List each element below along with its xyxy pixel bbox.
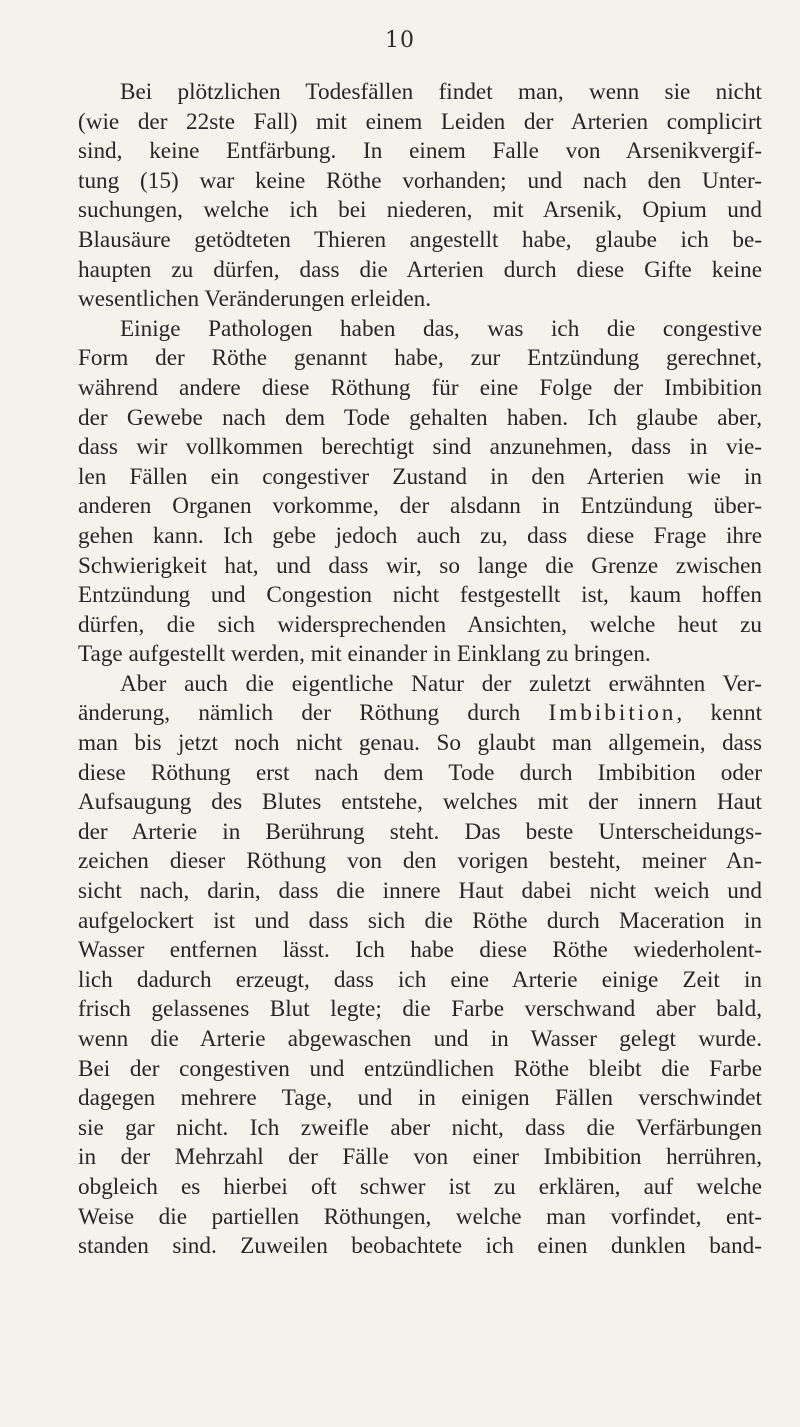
text-line: Form der Röthe genannt habe, zur Entzündung gerechnet, <box>78 345 762 372</box>
text-line: dass wir vollkommen berechtigt sind anzunehmen, dass in vie- <box>78 434 762 461</box>
text-line: lich dadurch erzeugt, dass ich eine Arterie einige Zeit in <box>78 966 762 993</box>
text-line: len Fällen ein congestiver Zustand in den Arterien wie in <box>78 463 762 490</box>
text-line: suchungen, welche ich bei niederen, mit Arsenik, Opium und <box>78 197 762 224</box>
text-line: aufgelockert ist und dass sich die Röthe durch Maceration in <box>78 907 762 934</box>
text-line: Wasser entfernen lässt. Ich habe diese Röthe wiederholent- <box>78 937 762 964</box>
text-line: Einige Pathologen haben das, was ich die congestive <box>120 315 762 342</box>
text-line: frisch gelassenes Blut legte; die Farbe verschwand aber bald, <box>78 996 762 1023</box>
text-line: Aufsaugung des Blutes entstehe, welches mit der innern Haut <box>78 789 762 816</box>
text-line: sie gar nicht. Ich zweifle aber nicht, dass die Verfärbungen <box>78 1114 762 1141</box>
text-line: (wie der 22ste Fall) mit einem Leiden der Arterien complicirt <box>78 108 762 135</box>
text-line: der Gewebe nach dem Tode gehalten haben. Ich glaube aber, <box>78 404 762 431</box>
text-line: Bei der congestiven und entzündlichen Röthe bleibt die Farbe <box>78 1055 762 1082</box>
text-line: Weise die partiellen Röthungen, welche man vorfindet, ent- <box>78 1203 762 1230</box>
spaced-emphasis: Imbibition <box>548 700 677 727</box>
body-text <box>78 78 762 1262</box>
text-line: obgleich es hierbei oft schwer ist zu erklären, auf welche <box>78 1173 762 1200</box>
text-line: zeichen dieser Röthung von den vorigen besteht, meiner An- <box>78 848 762 875</box>
text-line: standen sind. Zuweilen beobachtete ich einen dunklen band- <box>78 1233 762 1260</box>
text-line: man bis jetzt noch nicht genau. So glaubt man allgemein, dass <box>78 730 762 757</box>
text-line: Entzündung und Congestion nicht festgestellt ist, kaum hoffen <box>78 582 762 609</box>
text-line: diese Röthung erst nach dem Tode durch Imbibition oder <box>78 759 762 786</box>
text-line: anderen Organen vorkomme, der alsdann in Entzündung über- <box>78 493 762 520</box>
text-line: sicht nach, darin, dass die innere Haut dabei nicht weich und <box>78 878 762 905</box>
text-line: gehen kann. Ich gebe jedoch auch zu, dass diese Frage ihre <box>78 522 762 549</box>
text-line: während andere diese Röthung für eine Folge der Imbibition <box>78 374 762 401</box>
text-line: tung (15) war keine Röthe vorhanden; und nach den Unter- <box>78 167 762 194</box>
text-line: Aber auch die eigentliche Natur der zuletzt erwähnten Ver- <box>120 670 762 697</box>
page-number: 10 <box>385 28 415 53</box>
text-line: haupten zu dürfen, dass die Arterien durch diese Gifte keine <box>78 256 762 283</box>
text-line: dürfen, die sich widersprechenden Ansichten, welche heut zu <box>78 611 762 638</box>
text-line: dagegen mehrere Tage, und in einigen Fällen verschwindet <box>78 1085 762 1112</box>
text-line: Blausäure getödteten Thieren angestellt habe, glaube ich be- <box>78 226 762 253</box>
text-line: der Arterie in Berührung steht. Das beste Unterscheidungs- <box>78 818 762 845</box>
text-line: wesentlichen Veränderungen erleiden. <box>78 286 432 313</box>
text-line: wenn die Arterie abgewaschen und in Wasser gelegt wurde. <box>78 1026 762 1052</box>
text-line: Tage aufgestellt werden, mit einander in Einklang zu bringen. <box>78 641 651 668</box>
text-line: in der Mehrzahl der Fälle von einer Imbibition herrühren, <box>78 1144 762 1171</box>
text-line: Schwierigkeit hat, und dass wir, so lange die Grenze zwischen <box>78 552 762 579</box>
text-line: sind, keine Entfärbung. In einem Falle von Arsenikvergif- <box>78 138 762 165</box>
text-line: Bei plötzlichen Todesfällen findet man, wenn sie nicht <box>120 79 762 105</box>
text-line: änderung, nämlich der Röthung durch Imbibition, kennt <box>78 700 762 727</box>
